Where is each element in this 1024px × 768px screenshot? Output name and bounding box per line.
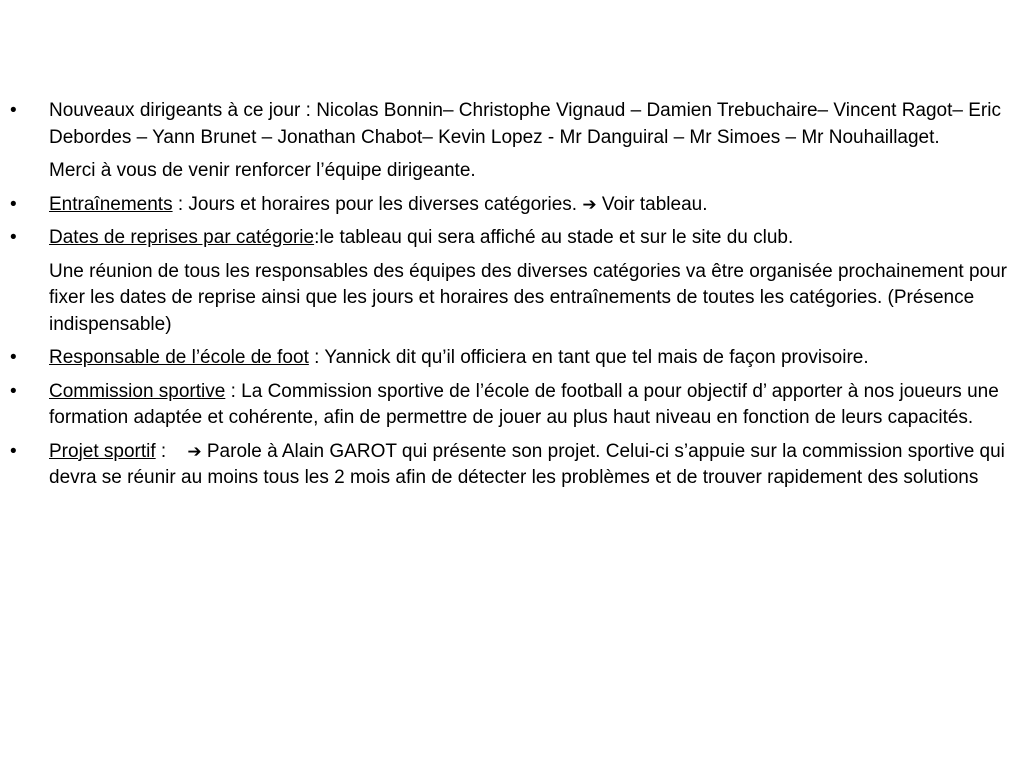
paragraph-reunion: Une réunion de tous les responsables des équipes des diverses catégories va être organisée prochainement pour fixer les dates de reprise ainsi que les jours et horaires des entraînements de toutes les catégories. (Présence indispensable) — [49, 260, 1007, 335]
bullet-icon: • — [10, 227, 17, 248]
item-text-tail: Parole à Alain GAROT qui présente son projet. Celui-ci s’appuie sur la commission sportive qui devra se réunir au moins tous les 2 mois afin de détecter les problèmes et de trouver rapidement des solutions — [49, 440, 1005, 488]
list-item-responsable-ecole — [10, 345, 1012, 372]
list-item-projet-sportif — [10, 439, 1012, 492]
bullet-list — [10, 98, 1012, 499]
list-item-entrainements — [10, 192, 1012, 219]
arrow-right-icon: ➔ — [187, 441, 202, 462]
item-text: : Yannick dit qu’il officiera en tant que tel mais de façon provisoire. — [308, 347, 869, 368]
bullet-icon: • — [10, 347, 17, 368]
list-item-nouveaux-dirigeants — [10, 98, 1012, 151]
bullet-icon: • — [10, 193, 17, 215]
item-heading: Projet sportif — [49, 440, 156, 462]
item-text-tail: Voir tableau. — [596, 193, 708, 215]
item-text: : La Commission sportive de l’école de football a pour objectif d’ apporter à nos joueurs une formation adaptée et cohérente, afin de permettre de jouer au plus haut niveau en fonction de leurs capacités. — [49, 380, 999, 428]
item-heading: Entraînements — [49, 193, 173, 215]
item-heading: Commission sportive — [49, 380, 226, 402]
bullet-icon: • — [10, 440, 17, 462]
item-heading: Responsable de l’école de foot — [49, 347, 309, 368]
paragraph-merci: Merci à vous de venir renforcer l’équipe dirigeante. — [49, 160, 476, 181]
item-text: : Jours et horaires pour les diverses catégories. — [172, 193, 583, 215]
item-text: Nouveaux dirigeants à ce jour : Nicolas Bonnin– Christophe Vignaud – Damien Trebuchaire– Vincent Ragot– Eric Debordes – Yann Brunet – Jonathan Chabot– Kevin Lopez - Mr Danguiral – Mr Simoes – Mr Nouhaillaget. — [49, 100, 1001, 148]
bullet-icon: • — [10, 100, 17, 121]
item-text: :le tableau qui sera affiché au stade et sur le site du club. — [314, 227, 794, 248]
item-heading: Dates de reprises par catégorie — [49, 227, 315, 248]
list-item-dates-reprises — [10, 225, 1012, 252]
item-text: : — [155, 440, 188, 462]
bullet-icon: • — [10, 380, 17, 402]
arrow-right-icon: ➔ — [582, 194, 597, 215]
list-item-commission-sportive — [10, 379, 1012, 432]
